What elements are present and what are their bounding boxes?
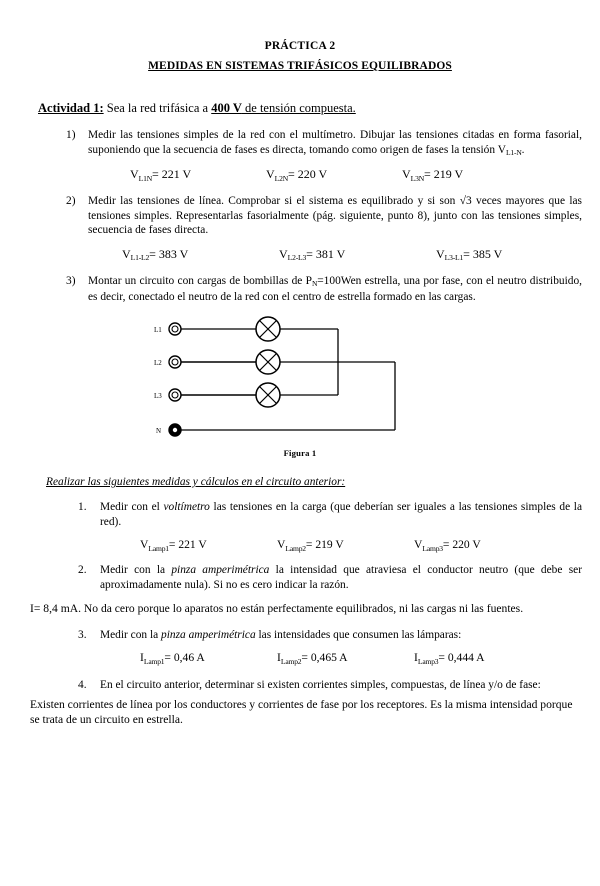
section-heading: Realizar las siguientes medidas y cálculos en el circuito anterior: (46, 476, 346, 489)
instructions-list-a2 (0, 194, 600, 238)
line-voltages-row (0, 247, 600, 262)
voltage-reading: = 220 V (442, 538, 481, 552)
current-reading: = 0,465 A (301, 651, 348, 665)
instrument-name: pinza amperimétrica (171, 564, 270, 577)
voltage-reading: = 381 V (306, 246, 346, 261)
list-item (66, 194, 600, 238)
list-item-text-a: Medir con la (100, 628, 162, 641)
list-item (66, 274, 600, 304)
voltage-symbol: V (266, 167, 275, 182)
list-item-text: Medir las tensiones de línea. Comprobar si el sistema es equilibrado y si son √3 veces mayores que las tensiones simples. Representarlas fasorialmente (pág. siguiente, punto 8), junto con las tensiones simples, secuencia de fases directa. (88, 195, 582, 237)
lamp-symbol-2 (256, 350, 280, 374)
voltage-symbol: V (122, 246, 131, 261)
voltage-reading: = 385 V (463, 246, 503, 261)
instructions-list-a (0, 128, 600, 158)
current-symbol: I (277, 651, 281, 665)
voltage-value (130, 167, 266, 182)
current-subscript: Lamp2 (280, 656, 302, 666)
instructions-list-b2 (0, 563, 600, 592)
page-title: PRÁCTICA 2 (264, 40, 336, 52)
list-item-text: Medir las tensiones simples de la red con el multímetro. Dibujar las tensiones citadas en forma fasorial, suponiendo que la secuencia de fases es directa, tomando como origen de fases la tensión V (88, 129, 582, 156)
current-symbol: I (140, 651, 144, 665)
voltage-subscript: Lamp2 (285, 543, 306, 553)
voltage-subscript: L3-L1 (444, 253, 464, 263)
voltage-subscript: L2-L3 (287, 253, 307, 263)
lamp-symbol-3 (256, 383, 280, 407)
figure-caption: Figura 1 (283, 448, 317, 459)
voltage-value (277, 538, 414, 551)
list-item-text-end: . (521, 143, 525, 156)
activity-text-after: de tensión compuesta. (241, 101, 356, 115)
list-item-text-a: Medir con el (100, 501, 164, 514)
voltage-value (266, 167, 402, 182)
list-marker: 1) (66, 129, 76, 141)
list-item-text-end: =100Wen estrella, una por fase, con el neutro distribuido, es decir, conectado el neutro de la red con el centro de estrella formado en las cargas. (88, 274, 583, 303)
voltage-reading: = 219 V (424, 167, 464, 182)
instrument-name: pinza amperimétrica (161, 628, 256, 641)
current-value (277, 651, 414, 664)
list-item-text-b: las intensidades que consumen las lámparas: (255, 628, 462, 641)
voltage-reading: = 383 V (149, 246, 189, 261)
voltage-symbol: V (130, 167, 139, 182)
voltage-symbol: V (279, 246, 288, 261)
current-subscript: Lamp3 (417, 656, 439, 666)
terminal-connector-l3 (169, 389, 181, 401)
list-marker: 4. (78, 679, 87, 692)
voltage-symbol: V (402, 167, 411, 182)
instrument-name: voltímetro (163, 501, 210, 514)
list-item (78, 500, 600, 529)
activity-label: Actividad 1: (38, 101, 104, 115)
terminal-label-n: N (156, 427, 162, 436)
voltage-value (402, 167, 538, 182)
list-marker: 1. (78, 501, 87, 514)
voltage-value (122, 247, 279, 262)
lamp-currents-row (0, 651, 600, 664)
voltage-value (414, 538, 551, 551)
terminal-label-l2: L2 (154, 359, 162, 368)
voltage-subscript: Lamp3 (422, 543, 443, 553)
voltage-reading: = 221 V (168, 538, 207, 552)
answer-currents-type: Existen corrientes de línea por los conductores y corrientes de fase por los receptores. Es la misma intensidad porque se trata de un circuito en estrella. (30, 697, 573, 726)
page-subtitle: MEDIDAS EN SISTEMAS TRIFÁSICOS EQUILIBRADOS (148, 60, 452, 72)
voltage-subscript: L1N (138, 173, 152, 183)
list-item-text: Montar un circuito con cargas de bombillas de P (88, 274, 312, 287)
voltage-value (140, 538, 277, 551)
lamp-symbol-1 (256, 317, 280, 341)
activity-highlight-voltage: 400 V (211, 101, 242, 115)
list-marker: 2) (66, 195, 76, 208)
list-item (78, 563, 600, 592)
current-value (414, 651, 551, 664)
answer-neutral-current: I= 8,4 mA. No da cero porque lo aparatos no están perfectamente equilibrados, ni las cargas ni las fuentes. (30, 601, 524, 615)
current-subscript: Lamp1 (143, 656, 165, 666)
list-item (78, 678, 600, 693)
list-item-text-a: En el circuito anterior, determinar si existen corrientes simples, compuestas, de línea y/o de fase: (100, 679, 541, 692)
terminal-connector-n (169, 424, 181, 436)
voltage-subscript: L3N (410, 173, 424, 183)
voltage-symbol: V (140, 538, 149, 552)
voltage-symbol: V (436, 246, 445, 261)
instructions-list-b4 (0, 678, 600, 693)
subscript-label: L1-N (505, 148, 522, 158)
voltage-subscript: L1-L2 (130, 253, 150, 263)
list-marker: 2. (78, 564, 87, 577)
voltage-reading: = 220 V (288, 167, 328, 182)
instructions-list-b3 (0, 628, 600, 643)
activity-heading (38, 100, 600, 116)
activity-text-before: Sea la red trifásica a (103, 101, 212, 115)
voltage-subscript: L2N (274, 173, 288, 183)
voltage-value (436, 247, 593, 262)
current-reading: = 0,46 A (164, 651, 205, 665)
list-item (66, 128, 600, 158)
terminal-label-l3: L3 (154, 392, 162, 401)
voltage-subscript: Lamp1 (148, 543, 169, 553)
voltage-symbol: V (277, 538, 286, 552)
document-page (0, 38, 600, 886)
terminal-label-l1: L1 (154, 326, 162, 335)
terminal-connector-l1 (169, 323, 181, 335)
list-marker: 3. (78, 628, 87, 641)
list-item (78, 628, 600, 643)
lamp-voltages-row (0, 538, 600, 551)
list-item-text-a: Medir con la (100, 564, 172, 577)
title-block (0, 38, 600, 74)
circuit-figure (0, 316, 600, 458)
terminal-connector-l2 (169, 356, 181, 368)
simple-voltages-row (0, 167, 600, 182)
list-marker: 3) (66, 274, 76, 287)
voltage-symbol: V (414, 538, 423, 552)
voltage-reading: = 219 V (305, 538, 344, 552)
instructions-list-b (0, 500, 600, 529)
list-item-text-b: las tensiones en la carga (que deberían ser iguales a las tensiones simples de la red). (100, 501, 583, 528)
voltage-value (279, 247, 436, 262)
subscript-label: N (311, 279, 318, 289)
current-value (140, 651, 277, 664)
list-item-text-b: la intensidad que atraviesa el conductor neutro (que debe ser aproximadamente nula). Si no es cero indicar la razón. (100, 564, 582, 591)
voltage-reading: = 221 V (152, 167, 192, 182)
circuit-diagram-svg (150, 316, 450, 446)
instructions-list-a3 (0, 274, 600, 304)
current-symbol: I (414, 651, 418, 665)
current-reading: = 0,444 A (438, 651, 485, 665)
